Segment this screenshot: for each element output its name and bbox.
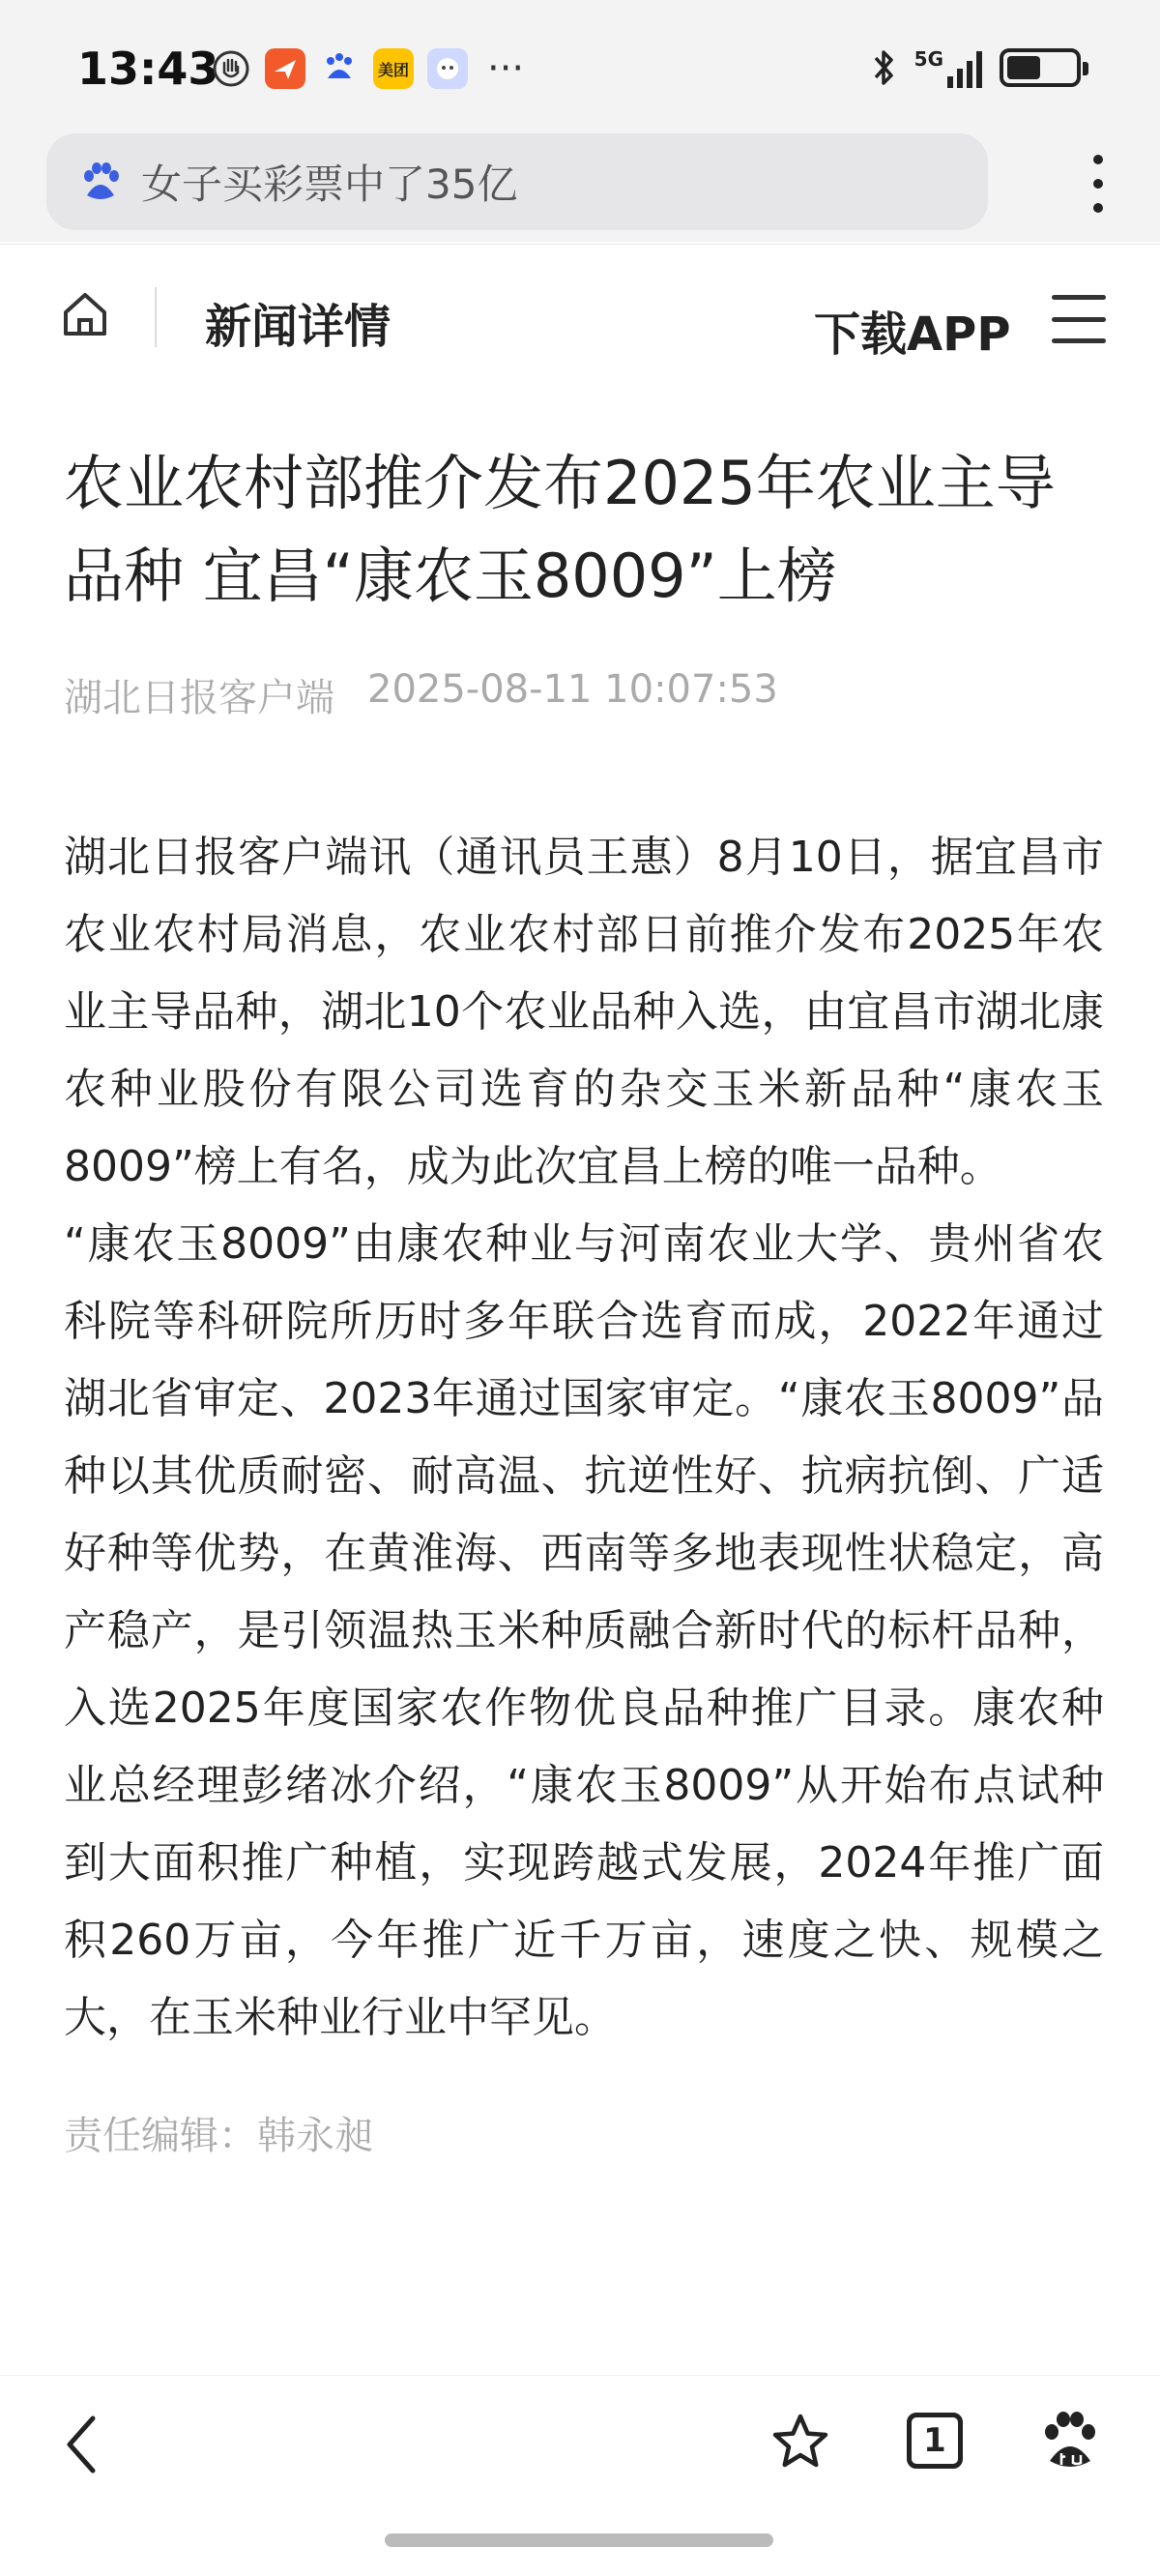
home-icon[interactable] <box>58 287 112 341</box>
hand-app-icon <box>211 48 251 89</box>
search-row <box>0 133 1160 242</box>
baidu-paw-icon[interactable] <box>1040 2409 1100 2473</box>
tabs-button[interactable] <box>907 2413 963 2469</box>
page-title: 新闻详情 <box>205 300 392 354</box>
nav-divider <box>155 287 157 347</box>
article-editor: 责任编辑：韩永昶 <box>64 2114 373 2158</box>
status-bar <box>0 0 1160 135</box>
plane-app-icon <box>265 48 305 89</box>
assistant-app-icon <box>427 48 468 89</box>
baidu-app-icon <box>319 48 360 89</box>
download-app-button[interactable]: 下载APP <box>814 307 1011 362</box>
article-paragraph: “康农玉8009”由康农种业与河南农业大学、贵州省农科院等科研院所历时多年联合选育而成，2022年通过湖北省审定、2023年通过国家审定。“康农玉8009”品种以其优质耐密、耐高温、抗逆性好、抗病抗倒、广适好种等优势，在黄淮海、西南等多地表现性状稳定，高产稳产，是引领温热玉米种质融合新时代的标杆品种，入选2025年度国家农作物优良品种推广目录。康农种业总经理彭绪冰介绍，“康农玉8009”从开始布点试种到大面积推广种植，实现跨越式发展，2024年推广面积260万亩，今年推广近千万亩，速度之快、规模之大，在玉米种业行业中罕见。 <box>64 1219 1104 2042</box>
back-icon[interactable] <box>58 2411 106 2478</box>
more-notifications-icon: ··· <box>487 46 525 91</box>
search-query: 女子买彩票中了35亿 <box>141 161 518 208</box>
status-time: 13:43 <box>77 43 219 95</box>
network-type-label: 5G <box>914 47 943 71</box>
tab-count: 1 <box>923 2421 946 2460</box>
hamburger-menu-icon[interactable] <box>1052 295 1106 343</box>
article-paragraph: 湖北日报客户端讯（通讯员王惠）8月10日，据宜昌市农业农村局消息，农业农村部日前推介发布2025年农业主导品种，湖北10个农业品种入选，由宜昌市湖北康农种业股份有限公司选育的杂交玉米新品种“康农玉8009”榜上有名，成为此次宜昌上榜的唯一品种。 <box>64 833 1104 1191</box>
system-icons <box>872 46 1081 89</box>
article-body <box>64 819 1104 2057</box>
article-datetime: 2025-08-11 10:07:53 <box>367 667 778 712</box>
more-menu-icon[interactable] <box>1079 155 1117 213</box>
bottom-toolbar <box>0 2375 1160 2510</box>
search-input[interactable] <box>46 133 988 230</box>
meituan-app-icon: 美团 <box>373 48 414 89</box>
article-meta <box>64 667 1104 722</box>
article-title: 农业农村部推介发布2025年农业主导品种 宜昌“康农玉8009”上榜 <box>64 448 1056 611</box>
signal-icon <box>914 47 982 88</box>
favorite-star-icon[interactable] <box>769 2411 831 2473</box>
article-source: 湖北日报客户端 <box>64 676 334 720</box>
baidu-paw-icon <box>79 161 122 203</box>
battery-icon <box>1000 48 1081 87</box>
page-navbar <box>0 244 1160 389</box>
bluetooth-icon <box>872 46 897 89</box>
notification-icons <box>211 48 524 89</box>
article <box>64 437 1104 2160</box>
home-indicator[interactable] <box>385 2533 773 2547</box>
